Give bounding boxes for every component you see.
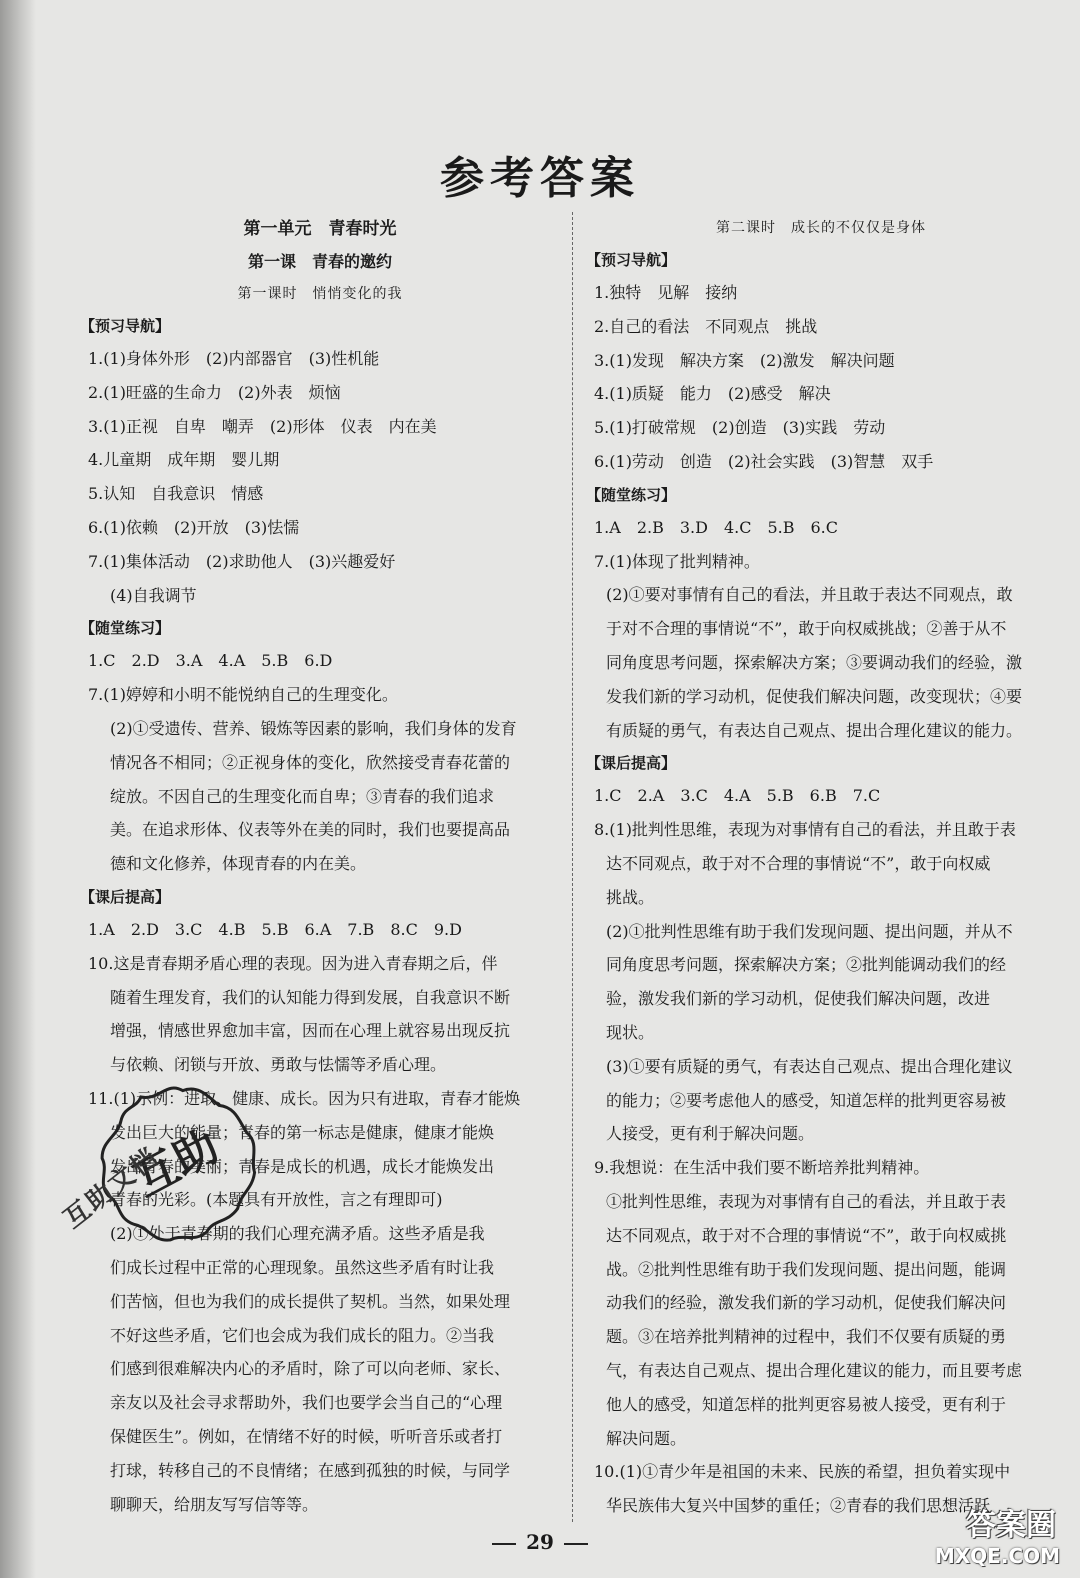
- watermark-url: MXQE.COM: [934, 1544, 1060, 1568]
- answer-line: 1.A 2.B 3.D 4.C 5.B 6.C: [594, 517, 838, 537]
- left-sections: [80, 310, 560, 1521]
- answer-line: 与依赖、闭锁与开放、勇敢与怯懦等矛盾心理。: [110, 1055, 447, 1075]
- answer-line: 6.(1)劳动 创造 (2)社会实践 (3)智慧 双手: [594, 451, 934, 471]
- answer-line: 6.(1)依赖 (2)开放 (3)怯懦: [88, 517, 300, 537]
- answer-line: (2)①处于青春期的我们心理充满矛盾。这些矛盾是我: [110, 1224, 485, 1244]
- answer-line: 有质疑的勇气，有表达自己观点、提出合理化建议的能力。: [606, 720, 1023, 740]
- answer-line: 解决问题。: [606, 1428, 687, 1448]
- answer-line: 4.儿童期 成年期 婴儿期: [88, 450, 280, 470]
- watermark-logo: [880, 1500, 1070, 1570]
- answer-line: 7.(1)婷婷和小明不能悦纳自己的生理变化。: [88, 685, 398, 705]
- left-column: [80, 212, 560, 1521]
- section-header: 【预习导航】: [80, 317, 171, 335]
- stamp-text: 互助文档: [58, 1142, 165, 1235]
- answer-line: (2)①批判性思维有助于我们发现问题、提出问题，并从不: [606, 921, 1013, 941]
- answer-line: 同角度思考问题，探索解决方案；②批判能调动我们的经: [606, 955, 1007, 975]
- answer-line: 3.(1)发现 解决方案 (2)激发 解决问题: [594, 350, 895, 370]
- section-header: 【预习导航】: [586, 251, 677, 269]
- answer-line: 气，有表达自己观点、提出合理化建议的能力，而且要考虑: [606, 1360, 1023, 1380]
- section-header: 【随堂练习】: [586, 485, 677, 504]
- answer-line: 8.(1)批判性思维，表现为对事情有自己的看法，并且敢于表: [594, 820, 1016, 840]
- answer-line: 5.(1)打破常规 (2)创造 (3)实践 劳动: [594, 418, 886, 438]
- answer-line: 动我们的经验，激发我们新的学习动机，促使我们解决问: [606, 1293, 1007, 1313]
- answer-line: 们苦恼，但也为我们的成长提供了契机。当然，如果处理: [110, 1291, 511, 1311]
- answer-line: 美。在追求形体、仪表等外在美的同时，我们也要提高品: [110, 820, 511, 840]
- answer-line: 聊聊天，给朋友写写信等等。: [110, 1494, 319, 1514]
- period-heading: 第二课时 成长的不仅仅是身体: [716, 220, 926, 236]
- answer-line: 1.A 2.D 3.C 4.B 5.B 6.A 7.B 8.C 9.D: [88, 919, 462, 939]
- answer-line: 人接受，更有利于解决问题。: [606, 1124, 815, 1144]
- answer-line: 青春的光彩。(本题具有开放性，言之有理即可): [110, 1190, 443, 1210]
- answer-line: 1.(1)身体外形 (2)内部器官 (3)性机能: [88, 349, 380, 368]
- answer-line: 挑战。: [606, 887, 655, 907]
- answer-line: 发出巨大的能量；青春的第一标志是健康，健康才能焕: [110, 1122, 495, 1142]
- answer-line: 1.C 2.A 3.C 4.A 5.B 6.B 7.C: [594, 786, 881, 806]
- column-divider: [572, 212, 574, 1522]
- answer-line: 的能力；②要考虑他人的感受，知道怎样的批判更容易被: [606, 1090, 1007, 1110]
- answer-line: 4.(1)质疑 能力 (2)感受 解决: [594, 384, 831, 404]
- answer-line: 10.这是青春期矛盾心理的表现。因为进入青春期之后，伴: [88, 953, 498, 973]
- answer-line: 5.认知 自我意识 情感: [88, 484, 264, 504]
- answer-line: 题。③在培养批判精神的过程中，我们不仅要有质疑的勇: [606, 1327, 1007, 1347]
- period-heading: 第一课时 悄悄变化的我: [237, 286, 403, 302]
- answer-line: (2)①受遗传、营养、锻炼等因素的影响，我们身体的发育: [110, 718, 517, 738]
- answer-line: 不好这些矛盾，它们也会成为我们成长的阻力。②当我: [110, 1325, 495, 1345]
- answer-line: 11.(1)示例：进取、健康、成长。因为只有进取，青春才能焕: [88, 1088, 521, 1108]
- answer-line: 达不同观点，敢于对不合理的事情说“不”，敢于向权威: [606, 853, 991, 873]
- answer-line: (4)自我调节: [110, 585, 197, 605]
- unit-heading: 第一单元 青春时光: [243, 219, 397, 239]
- answer-line: ①批判性思维，表现为对事情有自己的看法，并且敢于表: [606, 1191, 1007, 1211]
- section-header: 【课后提高】: [586, 754, 677, 773]
- answer-line: 战。②批判性思维有助于我们发现问题、提出问题，能调: [606, 1259, 1007, 1279]
- answer-line: 2.自己的看法 不同观点 挑战: [594, 316, 818, 336]
- answer-line: 同角度思考问题，探索解决方案；③要调动我们的经验，激: [606, 652, 1023, 672]
- answer-line: 发我们新的学习动机，促使我们解决问题，改变现状；④要: [606, 686, 1023, 706]
- answer-line: 2.(1)旺盛的生命力 (2)外表 烦恼: [88, 382, 341, 402]
- answer-line: 1.独特 见解 接纳: [594, 283, 738, 302]
- lesson-heading: 第一课 青春的邀约: [247, 252, 392, 271]
- answer-line: 保健医生”。例如，在情绪不好的时候，听听音乐或者打: [110, 1426, 503, 1446]
- section-header: 【课后提高】: [80, 887, 171, 906]
- watermark-text: 答案圈: [966, 1508, 1056, 1543]
- answer-line: 于对不合理的事情说“不”，敢于向权威挑战；②善于从不: [606, 619, 1007, 639]
- right-column: [586, 212, 1056, 1523]
- answer-line: 们感到很难解决内心的矛盾时，除了可以向老师、家长、: [110, 1359, 511, 1379]
- answer-line: 他人的感受，知道怎样的批判更容易被人接受，更有利于: [606, 1394, 1007, 1414]
- answer-line: 验，激发我们新的学习动机，促使我们解决问题，改进: [606, 989, 991, 1009]
- answer-line: 德和文化修养，体现青春的内在美。: [110, 854, 367, 874]
- answer-line: 们成长过程中正常的心理现象。虽然这些矛盾有时让我: [110, 1257, 495, 1277]
- answer-line: 3.(1)正视 自卑 嘲弄 (2)形体 仪表 内在美: [88, 416, 437, 436]
- answer-line: 9.我想说：在生活中我们要不断培养批判精神。: [594, 1158, 930, 1178]
- svg-text:互助: 互助: [125, 1120, 228, 1207]
- page-number: 29: [526, 1530, 554, 1554]
- answer-line: 发出青春的美丽；青春是成长的机遇，成长才能焕发出: [110, 1156, 495, 1176]
- answer-line: 情况各不相同；②正视身体的变化，欣然接受青春花蕾的: [110, 752, 511, 772]
- answer-line: 绽放。不因自己的生理变化而自卑；③青春的我们追求: [110, 786, 495, 806]
- answer-line: 7.(1)体现了批判精神。: [594, 551, 760, 571]
- footer-dash: [492, 1543, 516, 1545]
- answer-line: 随着生理发育，我们的认知能力得到发展，自我意识不断: [110, 987, 511, 1007]
- answer-line: 10.(1)①青少年是祖国的未来、民族的希望，担负着实现中: [594, 1462, 1011, 1482]
- page-binding-shadow: [0, 0, 36, 1578]
- answer-line: 亲友以及社会寻求帮助外，我们也要学会当自己的“心理: [110, 1393, 503, 1413]
- section-header: 【随堂练习】: [80, 619, 171, 638]
- answer-line: (3)①要有质疑的勇气，有表达自己观点、提出合理化建议: [606, 1056, 1013, 1076]
- answer-line: 增强，情感世界愈加丰富，因而在心理上就容易出现反抗: [110, 1021, 511, 1041]
- right-sections: [586, 244, 1056, 1523]
- page-title: 参考答案: [440, 153, 640, 204]
- answer-line: (2)①要对事情有自己的看法，并且敢于表达不同观点，敢: [606, 585, 1013, 605]
- answer-line: 1.C 2.D 3.A 4.A 5.B 6.D: [88, 651, 333, 671]
- answer-line: 华民族伟大复兴中国梦的重任；②青春的我们思想活跃: [606, 1496, 991, 1516]
- answer-line: 7.(1)集体活动 (2)求助他人 (3)兴趣爱好: [88, 551, 396, 571]
- answer-line: 达不同观点，敢于对不合理的事情说“不”，敢于向权威挑: [606, 1225, 1007, 1245]
- answer-line: 打球，转移自己的不良情绪；在感到孤独的时候，与同学: [110, 1460, 511, 1480]
- footer-dash: [564, 1543, 588, 1545]
- answer-line: 现状。: [606, 1022, 655, 1042]
